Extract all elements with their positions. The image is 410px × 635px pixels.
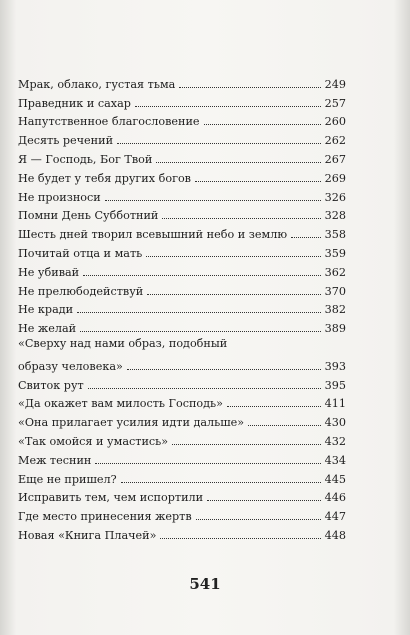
- toc-entry-title: «Так омойся и умастись»: [18, 434, 169, 448]
- toc-entry-title: Меж теснин: [18, 453, 92, 467]
- page-number: 541: [189, 575, 221, 593]
- toc-entry-page: 389: [324, 322, 346, 336]
- dot-leader: [80, 331, 321, 332]
- toc-entry-title: Не прелюбодействуй: [18, 284, 144, 298]
- dot-leader: [196, 519, 321, 520]
- toc-entry: [18, 91, 346, 110]
- dot-leader: [95, 463, 321, 464]
- toc-entry-title: Помни День Субботний: [18, 209, 159, 223]
- toc-entry: [18, 429, 346, 448]
- dot-leader: [147, 294, 321, 295]
- dot-leader: [179, 87, 321, 88]
- toc-entry-page: 269: [324, 171, 346, 185]
- toc-entry: [18, 279, 346, 298]
- toc-entry-title: Исправить тем, чем испортили: [18, 491, 204, 505]
- toc-entry: [18, 147, 346, 166]
- toc-entry: [18, 335, 346, 373]
- dot-leader: [207, 500, 321, 501]
- dot-leader: [88, 388, 321, 389]
- toc-entry-page: 326: [324, 190, 346, 204]
- toc-entry-page: 446: [324, 491, 346, 505]
- dot-leader: [156, 162, 321, 163]
- toc-entry-title: Шесть дней творил всевышний небо и землю: [18, 228, 288, 242]
- toc-entry: [18, 128, 346, 147]
- toc-entry: [18, 373, 346, 392]
- toc-entry-title-line2: образу человека»: [18, 359, 123, 373]
- toc-entry-title: «Она прилагает усилия идти дальше»: [18, 416, 245, 430]
- toc-entry-page: 448: [324, 528, 346, 542]
- toc-entry-title: Свиток рут: [18, 378, 84, 392]
- toc-entry: [18, 392, 346, 411]
- toc-entry: [18, 467, 346, 486]
- toc-entry-title: Праведник и сахар: [18, 96, 131, 110]
- toc-entry: [18, 410, 346, 429]
- toc-entry-page: 267: [324, 152, 346, 166]
- dot-leader: [160, 538, 321, 539]
- toc-entry-title: Еще не пришел?: [18, 472, 117, 486]
- toc-entry-title: Не кради: [18, 303, 74, 317]
- toc-entry-title: Не убивай: [18, 265, 80, 279]
- dot-leader: [204, 124, 321, 125]
- toc-entry-page: 447: [324, 510, 346, 524]
- toc-entry: [18, 204, 346, 223]
- toc-entry-page: 445: [324, 472, 346, 486]
- dot-leader: [248, 425, 321, 426]
- toc-entry-title: Я — Господь, Бог Твой: [18, 152, 153, 166]
- toc-entry-title: Напутственное благословение: [18, 115, 200, 129]
- toc-entry-page: 257: [324, 96, 346, 110]
- toc-entry-page: 411: [324, 397, 346, 411]
- toc-entry: [18, 166, 346, 185]
- toc-entry-page: 370: [324, 284, 346, 298]
- toc-entry-title: Не будет у тебя других богов: [18, 171, 191, 185]
- toc-entry: [18, 260, 346, 279]
- dot-leader: [172, 444, 321, 445]
- dot-leader: [195, 181, 321, 182]
- toc-entry-title: Не произноси: [18, 190, 101, 204]
- toc-entry-page: 362: [324, 265, 346, 279]
- dot-leader: [83, 275, 321, 276]
- dot-leader: [146, 256, 321, 257]
- toc-entry: [18, 185, 346, 204]
- toc-entry: [18, 110, 346, 129]
- toc-entry-title: Мрак, облако, густая тьма: [18, 77, 176, 91]
- dot-leader: [121, 482, 321, 483]
- table-of-contents: [18, 72, 346, 542]
- dot-leader: [117, 143, 321, 144]
- toc-entry: [18, 298, 346, 317]
- dot-leader: [127, 369, 321, 370]
- toc-entry: [18, 241, 346, 260]
- toc-entry: [18, 72, 346, 91]
- toc-entry-title: Где место принесения жертв: [18, 510, 192, 524]
- toc-entry-title: Почитай отца и мать: [18, 246, 143, 260]
- toc-entry-page: 262: [324, 134, 346, 148]
- toc-entry: [18, 316, 346, 335]
- toc-entry-page: 430: [324, 416, 346, 430]
- toc-entry-second-line: [18, 354, 346, 373]
- toc-entry-page: 359: [324, 246, 346, 260]
- toc-entry-page: 260: [324, 115, 346, 129]
- toc-entry-title-line1: «Сверху над нами образ, подобный: [18, 337, 228, 351]
- toc-entry-title: Новая «Книга Плачей»: [18, 528, 157, 542]
- toc-entry: [18, 486, 346, 505]
- toc-entry: [18, 504, 346, 523]
- dot-leader: [162, 218, 321, 219]
- dot-leader: [227, 406, 321, 407]
- toc-entry: [18, 523, 346, 542]
- toc-entry-page: 395: [324, 378, 346, 392]
- dot-leader: [291, 237, 321, 238]
- toc-entry-page: 382: [324, 303, 346, 317]
- toc-entry-page: 393: [324, 359, 346, 373]
- toc-entry-page: 434: [324, 453, 346, 467]
- toc-entry-title: Не желай: [18, 322, 77, 336]
- toc-entry: [18, 448, 346, 467]
- toc-entry-title: «Да окажет вам милость Господь»: [18, 397, 223, 411]
- toc-entry: [18, 222, 346, 241]
- toc-entry-page: 432: [324, 434, 346, 448]
- toc-entry-title: Десять речений: [18, 134, 114, 148]
- toc-entry-page: 358: [324, 228, 346, 242]
- dot-leader: [105, 200, 321, 201]
- dot-leader: [77, 312, 321, 313]
- toc-entry-page: 249: [324, 77, 346, 91]
- dot-leader: [135, 106, 321, 107]
- toc-entry-page: 328: [324, 209, 346, 223]
